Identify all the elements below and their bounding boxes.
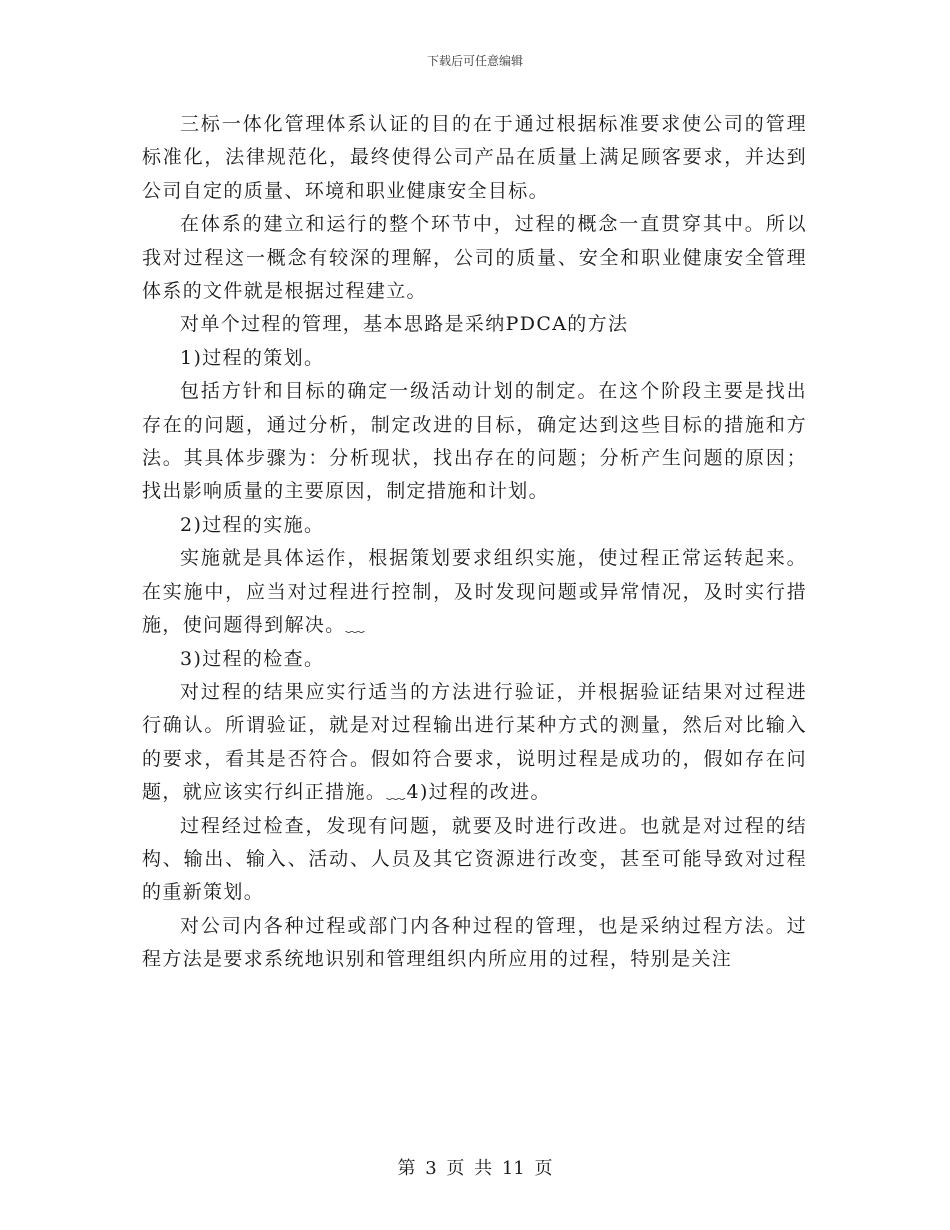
paragraph-improvement: 过程经过检查，发现有问题，就要及时进行改进。也就是对过程的结构、输出、输入、活动、人员及其它资源进行改变，甚至可能导致对过程的重新策划。: [142, 814, 807, 904]
paragraph-3: 对单个过程的管理，基本思路是采纳PDCA的方法: [180, 313, 629, 336]
page-footer: 第 3 页 共 11 页: [397, 1158, 553, 1179]
paragraph-1: 三标一体化管理体系认证的目的在于通过根据标准要求使公司的管理标准化，法律规范化，最终使得公司产品在质量上满足顾客要求，并达到公司自定的质量、环境和职业健康安全目标。: [142, 113, 807, 202]
heading-planning: 1)过程的策划。: [180, 346, 325, 369]
heading-check: 3)过程的检查。: [180, 647, 325, 670]
heading-implementation: 2)过程的实施。: [180, 513, 325, 536]
paragraph-planning: 包括方针和目标的确定一级活动计划的制定。在这个阶段主要是找出存在的问题，通过分析，制定改进的目标，确定达到这些目标的措施和方法。其具体步骤为：分析现状，找出存在的问题；分析产生问题的原因；找出影响质量的主要原因，制定措施和计划。: [142, 380, 807, 503]
paragraph-check: 对过程的结果应实行适当的方法进行验证，并根据验证结果对过程进行确认。所谓验证，就是对过程输出进行某种方式的测量，然后对比输入的要求，看其是否符合。假如符合要求，说明过程是成功的，假如存在问题，就应该实行纠正措施。﹏4)过程的改进。: [142, 680, 807, 804]
document-body: [142, 108, 807, 977]
paragraph-process-method: 对公司内各种过程或部门内各种过程的管理，也是采纳过程方法。过程方法是要求系统地识别和管理组织内所应用的过程，特别是关注: [142, 914, 807, 971]
page-header: 下载后可任意编辑: [426, 54, 523, 68]
paragraph-implementation: 实施就是具体运作，根据策划要求组织实施，使过程正常运转起来。在实施中，应当对过程进行控制，及时发现问题或异常情况，及时实行措施，使问题得到解决。﹏: [142, 547, 807, 637]
paragraph-2: 在体系的建立和运行的整个环节中，过程的概念一直贯穿其中。所以我对过程这一概念有较深的理解，公司的质量、安全和职业健康安全管理体系的文件就是根据过程建立。: [142, 213, 807, 303]
